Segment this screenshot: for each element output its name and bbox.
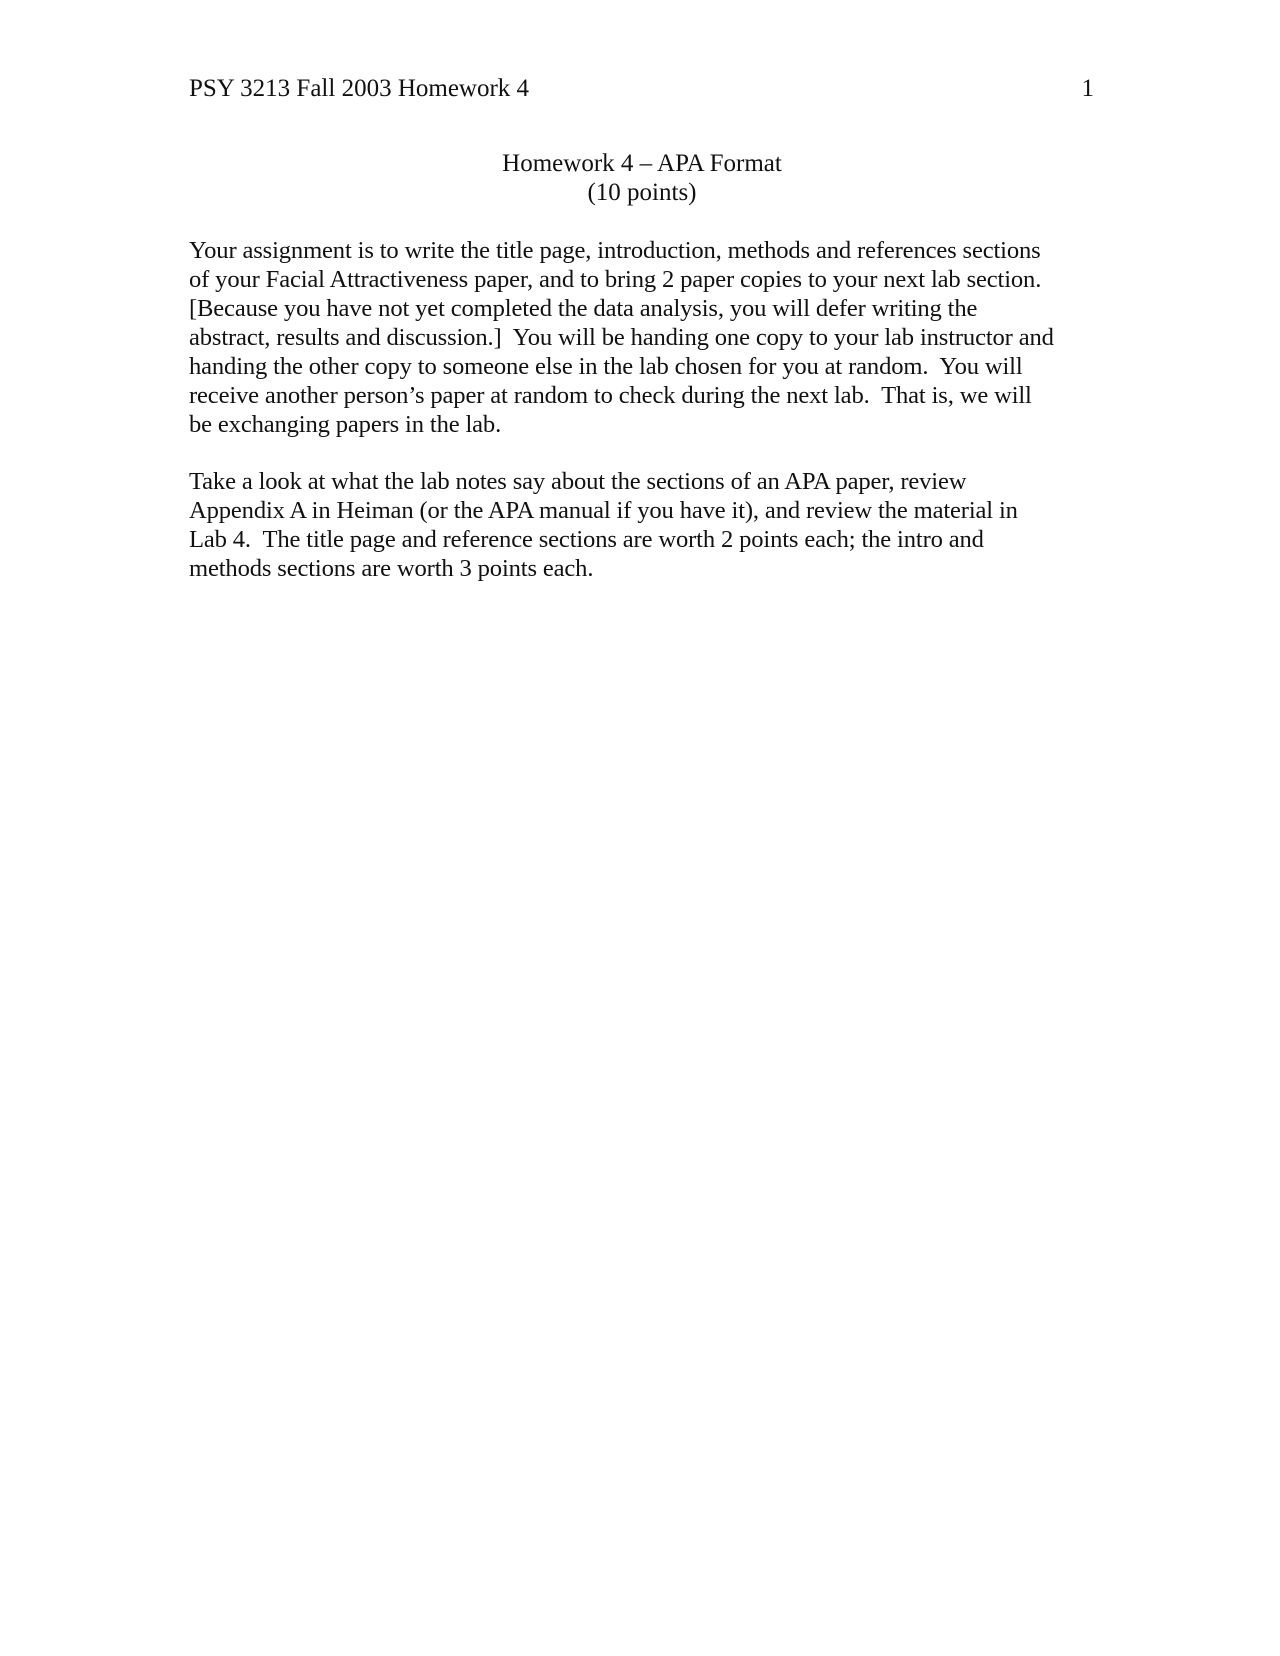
assignment-paragraph	[189, 236, 1109, 439]
title-line: Homework 4 – APA Format	[502, 150, 782, 177]
paragraph-line: handing the other copy to someone else in the lab chosen for you at random. You will	[189, 353, 1023, 380]
paragraph-line: methods sections are worth 3 points each.	[189, 555, 594, 582]
running-head: PSY 3213 Fall 2003 Homework 4	[189, 75, 530, 102]
paragraph-line: of your Facial Attractiveness paper, and to bring 2 paper copies to your next lab section.	[189, 266, 1042, 293]
document-title	[189, 149, 1095, 207]
paragraph-line: Take a look at what the lab notes say about the sections of an APA paper, review	[189, 468, 967, 495]
paragraph-line: be exchanging papers in the lab.	[189, 411, 502, 438]
instructions-paragraph	[189, 467, 1109, 583]
paragraph-line: Lab 4. The title page and reference sections are worth 2 points each; the intro and	[189, 526, 984, 553]
points-line: (10 points)	[587, 179, 697, 206]
paragraph-line: abstract, results and discussion.] You will be handing one copy to your lab instructor and	[189, 324, 1054, 351]
paragraph-line: Appendix A in Heiman (or the APA manual if you have it), and review the material in	[189, 497, 1018, 524]
paragraph-line: receive another person’s paper at random to check during the next lab. That is, we will	[189, 382, 1032, 409]
page-number: 1	[1081, 75, 1094, 102]
paragraph-line: Your assignment is to write the title page, introduction, methods and references sections	[189, 237, 1041, 264]
paragraph-line: [Because you have not yet completed the data analysis, you will defer writing the	[189, 295, 978, 322]
